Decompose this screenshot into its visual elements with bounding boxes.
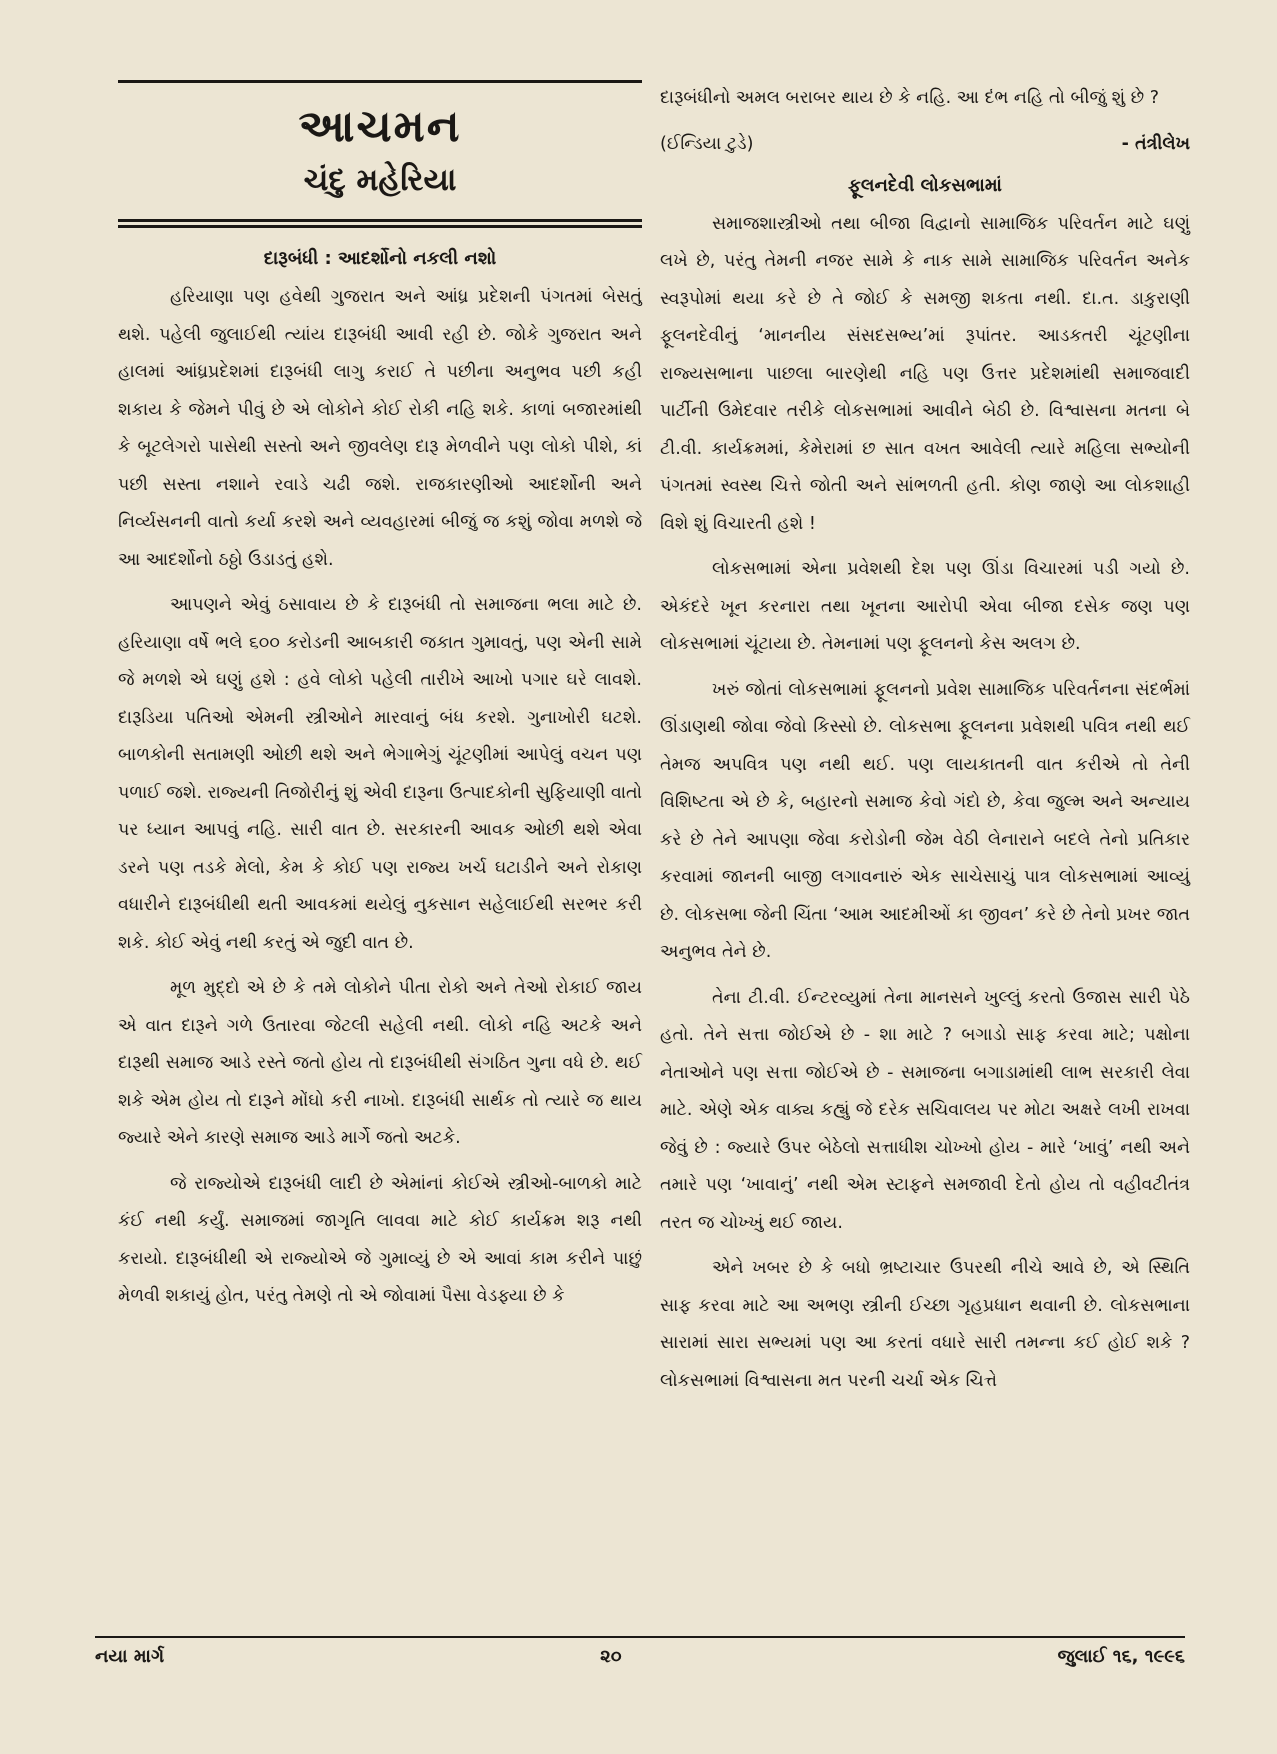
article-paragraph: જે રાજ્યોએ દારૂબંધી લાદી છે એમાંનાં કોઈએ સ્ત્રીઓ-બાળકો માટે કંઈ નથી કર્યું. સમાજમાં જાગૃતિ લાવવા માટે કોઈ કાર્યક્રમ શરૂ નથી કરાયો. દારૂબંધીથી એ રાજ્યોએ જે ગુમાવ્યું છે એ આવાં કામ કરીને પાછું મેળવી શકાયું હોત, પરંતુ તેમણે તો એ જોવામાં પૈસા વેડફ્યા છે કે [118,1173,642,1306]
article-continuation: દારૂબંધીનો અમલ બરાબર થાય છે કે નહિ. આ દંભ નહિ તો બીજું શું છે ? [660,88,1160,108]
article-heading-prohibition: દારૂબંધી : આદર્શોનો નકલી નશો [263,248,497,269]
left-column [118,80,642,1324]
article-paragraph: એને ખબર છે કે બધો ભ્રષ્ટાચાર ઉપરથી નીચે આવે છે, એ સ્થિતિ સાફ કરવા માટે આ અભણ સ્ત્રીની ઈચ્છા ગૃહપ્રધાન થવાની છે. લોકસભાના સારામાં સારા સભ્યમાં પણ આ કરતાં વધારે સારી તમન્ના કઈ હોઈ શકે ? લોકસભામાં વિશ્વાસના મત પરની ચર્ચા એક ચિત્તે [660,1258,1190,1391]
page-number: ૨૦ [600,1646,622,1667]
source-credit: - તંત્રીલેખ [1121,133,1190,154]
column-author: ચંદુ મહેરિયા [303,162,457,198]
article-paragraph: આપણને એવું ઠસાવાય છે કે દારૂબંધી તો સમાજના ભલા માટે છે. હરિયાણા વર્ષે ભલે ૬૦૦ કરોડની આબકારી જકાત ગુમાવતું, પણ એની સામે જે મળશે એ ઘણું હશે : હવે લોકો પહેલી તારીખે આખો પગાર ઘરે લાવશે. દારૂડિયા પતિઓ એમની સ્ત્રીઓને મારવાનું બંધ કરશે. ગુનાખોરી ઘટશે. બાળકોની સતામણી ઓછી થશે અને ભેગાભેગું ચૂંટણીમાં આપેલું વચન પણ પળાઈ જશે. રાજ્યની તિજોરીનું શું એવી દારૂના ઉત્પાદકોની સુફિયાણી વાતો પર ધ્યાન આપવું નહિ. સારી વાત છે. સરકારની આવક ઓછી થશે એવા ડરને પણ તડકે મેલો, કેમ કે કોઈ પણ રાજ્ય ખર્ચ ઘટાડીને અને રોકાણ વધારીને દારૂબંધીથી થતી આવકમાં થયેલું નુકસાન સહેલાઈથી સરભર કરી શકે. કોઈ એવું નથી કરતું એ જુદી વાત છે. [118,595,642,953]
article-source-row [660,126,1190,163]
magazine-name: નયા માર્ગ [95,1646,165,1667]
article-paragraph: હરિયાણા પણ હવેથી ગુજરાત અને આંધ્ર પ્રદેશની પંગતમાં બેસતું થશે. પહેલી જુલાઈથી ત્યાંય દારૂબંધી આવી રહી છે. જોકે ગુજરાત અને હાલમાં આંધ્રપ્રદેશમાં દારૂબંધી લાગુ કરાઈ તે પછીના અનુભવ પછી કહી શકાય કે જેમને પીવું છે એ લોકોને કોઈ રોકી નહિ શકે. કાળાં બજારમાંથી કે બૂટલેગરો પાસેથી સસ્તો અને જીવલેણ દારૂ મેળવીને પણ લોકો પીશે, કાં પછી સસ્તા નશાને રવાડે ચઢી જશે. રાજકારણીઓ આદર્શોની અને નિર્વ્યસનની વાતો કર્યા કરશે અને વ્યવહારમાં બીજું જ કશું જોવા મળશે જે આ આદર્શોનો ઠઠ્ઠો ઉડાડતું હશે. [118,287,642,570]
article-paragraph: મૂળ મુદ્દો એ છે કે તમે લોકોને પીતા રોકો અને તેઓ રોકાઈ જાય એ વાત દારૂને ગળે ઉતારવા જેટલી સહેલી નથી. લોકો નહિ અટકે અને દારૂથી સમાજ આડે રસ્તે જતો હોય તો દારૂબંધીથી સંગઠિત ગુના વધે છે. થઈ શકે એમ હોય તો દારૂને મોંઘો કરી નાખો. દારૂબંધી સાર્થક તો ત્યારે જ થાય જ્યારે એને કારણે સમાજ આડે માર્ગે જતો અટકે. [118,978,642,1148]
column-title: આચમન [298,101,462,152]
right-column [660,80,1190,1408]
page-footer [95,1636,1185,1667]
source-citation: (ઈન્ડિયા ટુડે) [660,133,754,154]
article-paragraph: ખરું જોતાં લોકસભામાં ફૂલનનો પ્રવેશ સામાજિક પરિવર્તનના સંદર્ભમાં ઊંડાણથી જોવા જેવો કિસ્સો છે. લોકસભા ફૂલનના પ્રવેશથી પવિત્ર નથી થઈ તેમજ અપવિત્ર પણ નથી થઈ. પણ લાયકાતની વાત કરીએ તો તેની વિશિષ્ટતા એ છે કે, બહારનો સમાજ કેવો ગંદો છે, કેવા જુલ્મ અને અન્યાય કરે છે તેને આપણા જેવા કરોડોની જેમ વેઠી લેનારાને બદલે તેનો પ્રતિકાર કરવામાં જાનની બાજી લગાવનારું એક સાચેસાચું પાત્ર લોકસભામાં આવ્યું છે. લોકસભા જેની ચિંતા ‘આમ આદમીઓં કા જીવન’ કરે છે તેનો પ્રખર જાત અનુભવ તેને છે. [660,679,1190,962]
masthead-double-rule [118,219,642,228]
top-rule [118,80,642,83]
article-heading-phoolan: ફૂલનદેવી લોકસભામાં [848,174,1002,196]
article-paragraph: સમાજશાસ્ત્રીઓ તથા બીજા વિદ્વાનો સામાજિક પરિવર્તન માટે ઘણું લખે છે, પરંતુ તેમની નજર સામે કે નાક સામે સામાજિક પરિવર્તન અનેક સ્વરૂપોમાં થયા કરે છે તે જોઈ કે સમજી શકતા નથી. દા.ત. ડાકુરાણી ફૂલનદેવીનું ‘માનનીય સંસદસભ્ય’માં રૂપાંતર. આડકતરી ચૂંટણીના રાજ્યસભાના પાછલા બારણેથી નહિ પણ ઉત્તર પ્રદેશમાંથી સમાજવાદી પાર્ટીની ઉમેદવાર તરીકે લોકસભામાં આવીને બેઠી છે. વિશ્વાસના મતના બે ટી.વી. કાર્યક્રમમાં, કેમેરામાં છ સાત વખત આવેલી ત્યારે મહિલા સભ્યોની પંગતમાં સ્વસ્થ ચિત્તે જોતી અને સાંભળતી હતી. કોણ જાણે આ લોકશાહી વિશે શું વિચારતી હશે ! [660,213,1190,534]
article-paragraph: તેના ટી.વી. ઈન્ટરવ્યુમાં તેના માનસને ખુલ્લું કરતો ઉજાસ સારી પેઠે હતો. તેને સત્તા જોઈએ છે - શા માટે ? બગાડો સાફ કરવા માટે; પક્ષોના નેતાઓને પણ સત્તા જોઈએ છે - સમાજના બગાડામાંથી લાભ સરકારી લેવા માટે. એણે એક વાક્ય કહ્યું જે દરેક સચિવાલય પર મોટા અક્ષરે લખી રાખવા જેવું છે : જ્યારે ઉપર બેઠેલો સત્તાધીશ ચોખ્ખો હોય - મારે ‘ખાવું’ નથી અને તમારે પણ ‘ખાવાનું’ નથી એમ સ્ટાફને સમજાવી દેતો હોય તો વહીવટીતંત્ર તરત જ ચોખ્ખું થઈ જાય. [660,987,1190,1233]
article-paragraph: લોકસભામાં એના પ્રવેશથી દેશ પણ ઊંડા વિચારમાં પડી ગયો છે. એકંદરે ખૂન કરનારા તથા ખૂનના આરોપી એવા બીજા દસેક જણ પણ લોકસભામાં ચૂંટાયા છે. તેમનામાં પણ ફૂલનનો કેસ અલગ છે. [660,559,1190,654]
issue-date: જુલાઈ ૧૬, ૧૯૯૬ [1057,1646,1185,1667]
